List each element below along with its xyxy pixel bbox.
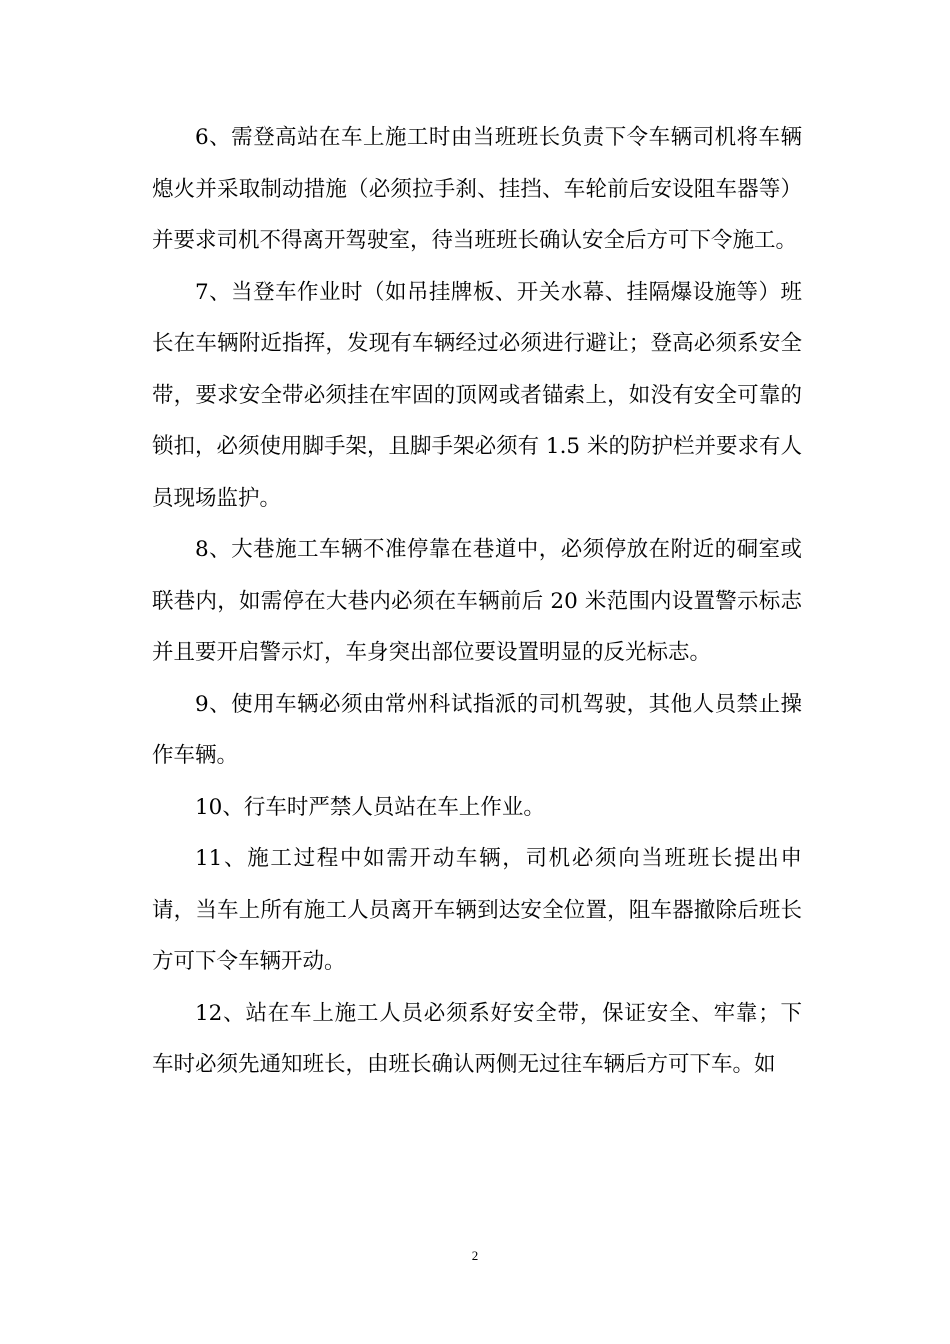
- paragraph-item-6: 6、需登高站在车上施工时由当班班长负责下令车辆司机将车辆熄火并采取制动措施（必须拉手刹、挂挡、车轮前后安设阻车器等）并要求司机不得离开驾驶室，待当班班长确认安全后方可下令施工。: [152, 125, 802, 253]
- paragraph-item-9: 9、使用车辆必须由常州科试指派的司机驾驶，其他人员禁止操作车辆。: [152, 691, 802, 768]
- paragraph-item-7: 7、当登车作业时（如吊挂牌板、开关水幕、挂隔爆设施等）班长在车辆附近指挥，发现有车辆经过必须进行避让；登高必须系安全带，要求安全带必须挂在牢固的顶网或者锚索上，如没有安全可靠的锁扣，必须使用脚手架，且脚手架必须有 1.5 米的防护栏并要求有人员现场监护。: [152, 279, 802, 511]
- paragraph-item-12: 12、站在车上施工人员必须系好安全带，保证安全、牢靠；下车时必须先通知班长，由班长确认两侧无过往车辆后方可下车。如: [152, 1000, 802, 1077]
- page-number: 2: [471, 1248, 479, 1263]
- document-body: [152, 112, 802, 1091]
- paragraph-item-8: 8、大巷施工车辆不准停靠在巷道中，必须停放在附近的硐室或联巷内，如需停在大巷内必须在车辆前后 20 米范围内设置警示标志并且要开启警示灯，车身突出部位要设置明显的反光标志。: [152, 537, 802, 665]
- paragraph-item-11: 11、施工过程中如需开动车辆，司机必须向当班班长提出申请，当车上所有施工人员离开车辆到达安全位置，阻车器撤除后班长方可下令车辆开动。: [152, 846, 802, 974]
- paragraph-item-10: 10、行车时严禁人员站在车上作业。: [195, 794, 545, 820]
